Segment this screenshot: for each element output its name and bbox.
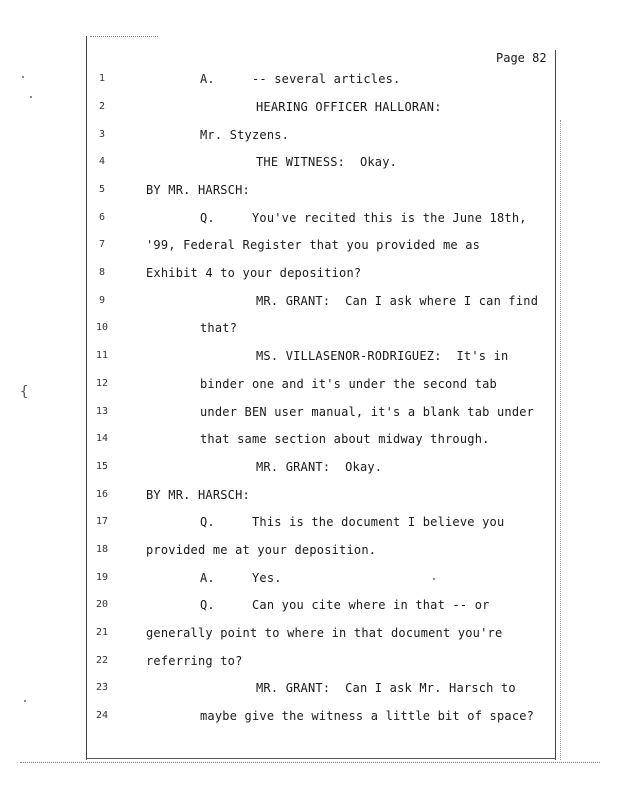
line-number: 6 <box>98 212 106 223</box>
line-number: 18 <box>95 544 109 555</box>
line-text: Q. This is the document I believe you <box>200 515 505 529</box>
line-text: that? <box>200 321 238 335</box>
line-text: that same section about midway through. <box>200 432 490 446</box>
line-text: MR. GRANT: Can I ask where I can find <box>256 294 539 308</box>
line-text: '99, Federal Register that you provided me as <box>146 238 481 252</box>
line-text: THE WITNESS: Okay. <box>256 155 398 169</box>
line-number: 21 <box>95 627 109 638</box>
line-text: MR. GRANT: Can I ask Mr. Harsch to <box>256 681 516 695</box>
bottom-rule <box>86 758 556 759</box>
line-number: 11 <box>95 350 109 361</box>
line-number: 22 <box>95 655 109 666</box>
line-text: BY MR. HARSCH: <box>146 183 250 197</box>
line-number: 17 <box>95 516 109 527</box>
line-number: 4 <box>98 156 106 167</box>
line-number: 20 <box>95 599 109 610</box>
line-text: Mr. Styzens. <box>200 128 290 142</box>
line-number: 16 <box>95 489 109 500</box>
line-text: provided me at your deposition. <box>146 543 377 557</box>
left-margin-rule <box>86 36 87 760</box>
line-number: 2 <box>98 101 106 112</box>
line-number: 15 <box>95 461 109 472</box>
line-number: 13 <box>95 406 109 417</box>
line-text: MS. VILLASENOR-RODRIGUEZ: It's in <box>256 349 509 363</box>
line-number: 14 <box>95 433 109 444</box>
scan-speck <box>22 76 24 78</box>
line-text: MR. GRANT: Okay. <box>256 460 383 474</box>
line-number: 3 <box>98 129 106 140</box>
line-number: 12 <box>95 378 109 389</box>
line-number: 24 <box>95 710 109 721</box>
line-text: generally point to where in that document you're <box>146 626 503 640</box>
scan-speck <box>24 700 26 702</box>
scan-bottom-noise <box>20 762 600 763</box>
line-number: 23 <box>95 682 109 693</box>
header-smudge <box>90 36 158 37</box>
page-number: Page 82 <box>496 51 547 65</box>
scan-speck <box>433 578 435 580</box>
scan-edge-noise <box>560 120 563 760</box>
line-text: Q. Can you cite where in that -- or <box>200 598 490 612</box>
scan-speck <box>30 96 32 98</box>
line-number: 10 <box>95 322 109 333</box>
line-number: 7 <box>98 239 106 250</box>
line-text: A. Yes. <box>200 571 282 585</box>
scan-artifact: { <box>20 384 29 400</box>
line-number: 5 <box>98 184 106 195</box>
line-number: 19 <box>95 572 109 583</box>
line-text: maybe give the witness a little bit of space? <box>200 709 535 723</box>
line-number: 9 <box>98 295 106 306</box>
line-text: Exhibit 4 to your deposition? <box>146 266 362 280</box>
line-text: A. -- several articles. <box>200 72 401 86</box>
line-text: referring to? <box>146 654 243 668</box>
line-text: Q. You've recited this is the June 18th, <box>200 211 527 225</box>
line-number: 8 <box>98 267 106 278</box>
right-margin-rule <box>555 50 556 760</box>
line-text: BY MR. HARSCH: <box>146 488 250 502</box>
line-text: under BEN user manual, it's a blank tab under <box>200 405 535 419</box>
line-text: binder one and it's under the second tab <box>200 377 497 391</box>
line-number: 1 <box>98 73 106 84</box>
line-text: HEARING OFFICER HALLORAN: <box>256 100 442 114</box>
